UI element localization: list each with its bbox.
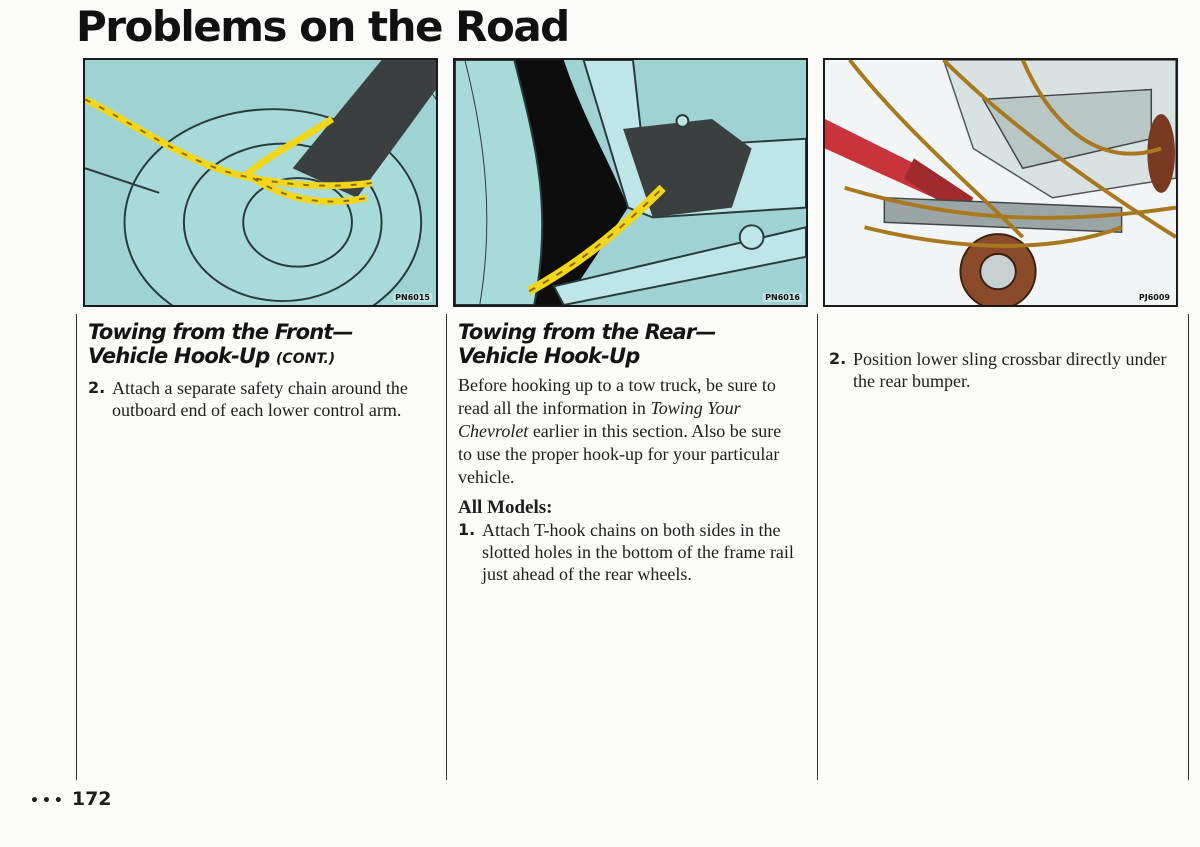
step-number: 2. [829,349,847,368]
section-heading [88,320,436,371]
step-text: Attach T-hook chains on both sides in the slotted holes in the bottom of the frame rail just ahead of the rear wheels. [482,520,794,584]
figure-code: PN6015 [395,293,430,302]
step-text: Position lower sling crossbar directly under the rear bumper. [853,349,1167,391]
sling-crossbar-under-bumper-illustration [825,60,1176,305]
section-heading [458,320,812,368]
step-item [458,519,812,585]
step-number: 1. [458,520,476,539]
chain-around-wheel-illustration [85,60,436,305]
figure-sling-crossbar [823,58,1178,307]
step-item [829,348,1177,392]
step-text: Attach a separate safety chain around the outboard end of each lower control arm. [112,378,408,420]
intro-text: earlier in this section. Also be sure to use the proper hook-up for your particular vehicle. [458,421,782,487]
page-title: Problems on the Road [76,2,569,51]
column-rear-hookup [446,314,812,780]
page-number: 172 [71,788,112,810]
column-front-hookup [76,314,436,780]
intro-book-title: Towing Your Chevrolet [458,398,741,441]
figure-front-hookup [83,58,438,307]
subheading: All Models: [458,497,553,518]
heading-line: Vehicle Hook-Up [88,344,270,368]
step-number: 2. [88,378,106,397]
figure-code: PJ6009 [1138,293,1170,302]
column-sling-crossbar [817,314,1177,780]
intro-text: Before hooking up to a tow truck, be sure to read all the information in [458,375,776,418]
column-divider [1188,314,1189,780]
figure-code: PN6016 [765,293,800,302]
heading-line: Vehicle Hook-Up [458,344,640,368]
footer-dots: ••• [30,793,66,809]
intro-paragraph [458,374,793,489]
heading-line: Towing from the Front— [88,320,353,344]
step-item [88,377,436,421]
page-footer [30,788,112,810]
heading-line: Towing from the Rear— [458,320,716,344]
figure-rear-hookup [453,58,808,307]
continued-label: (CONT.) [276,351,336,367]
chain-on-frame-rail-illustration [455,60,806,305]
